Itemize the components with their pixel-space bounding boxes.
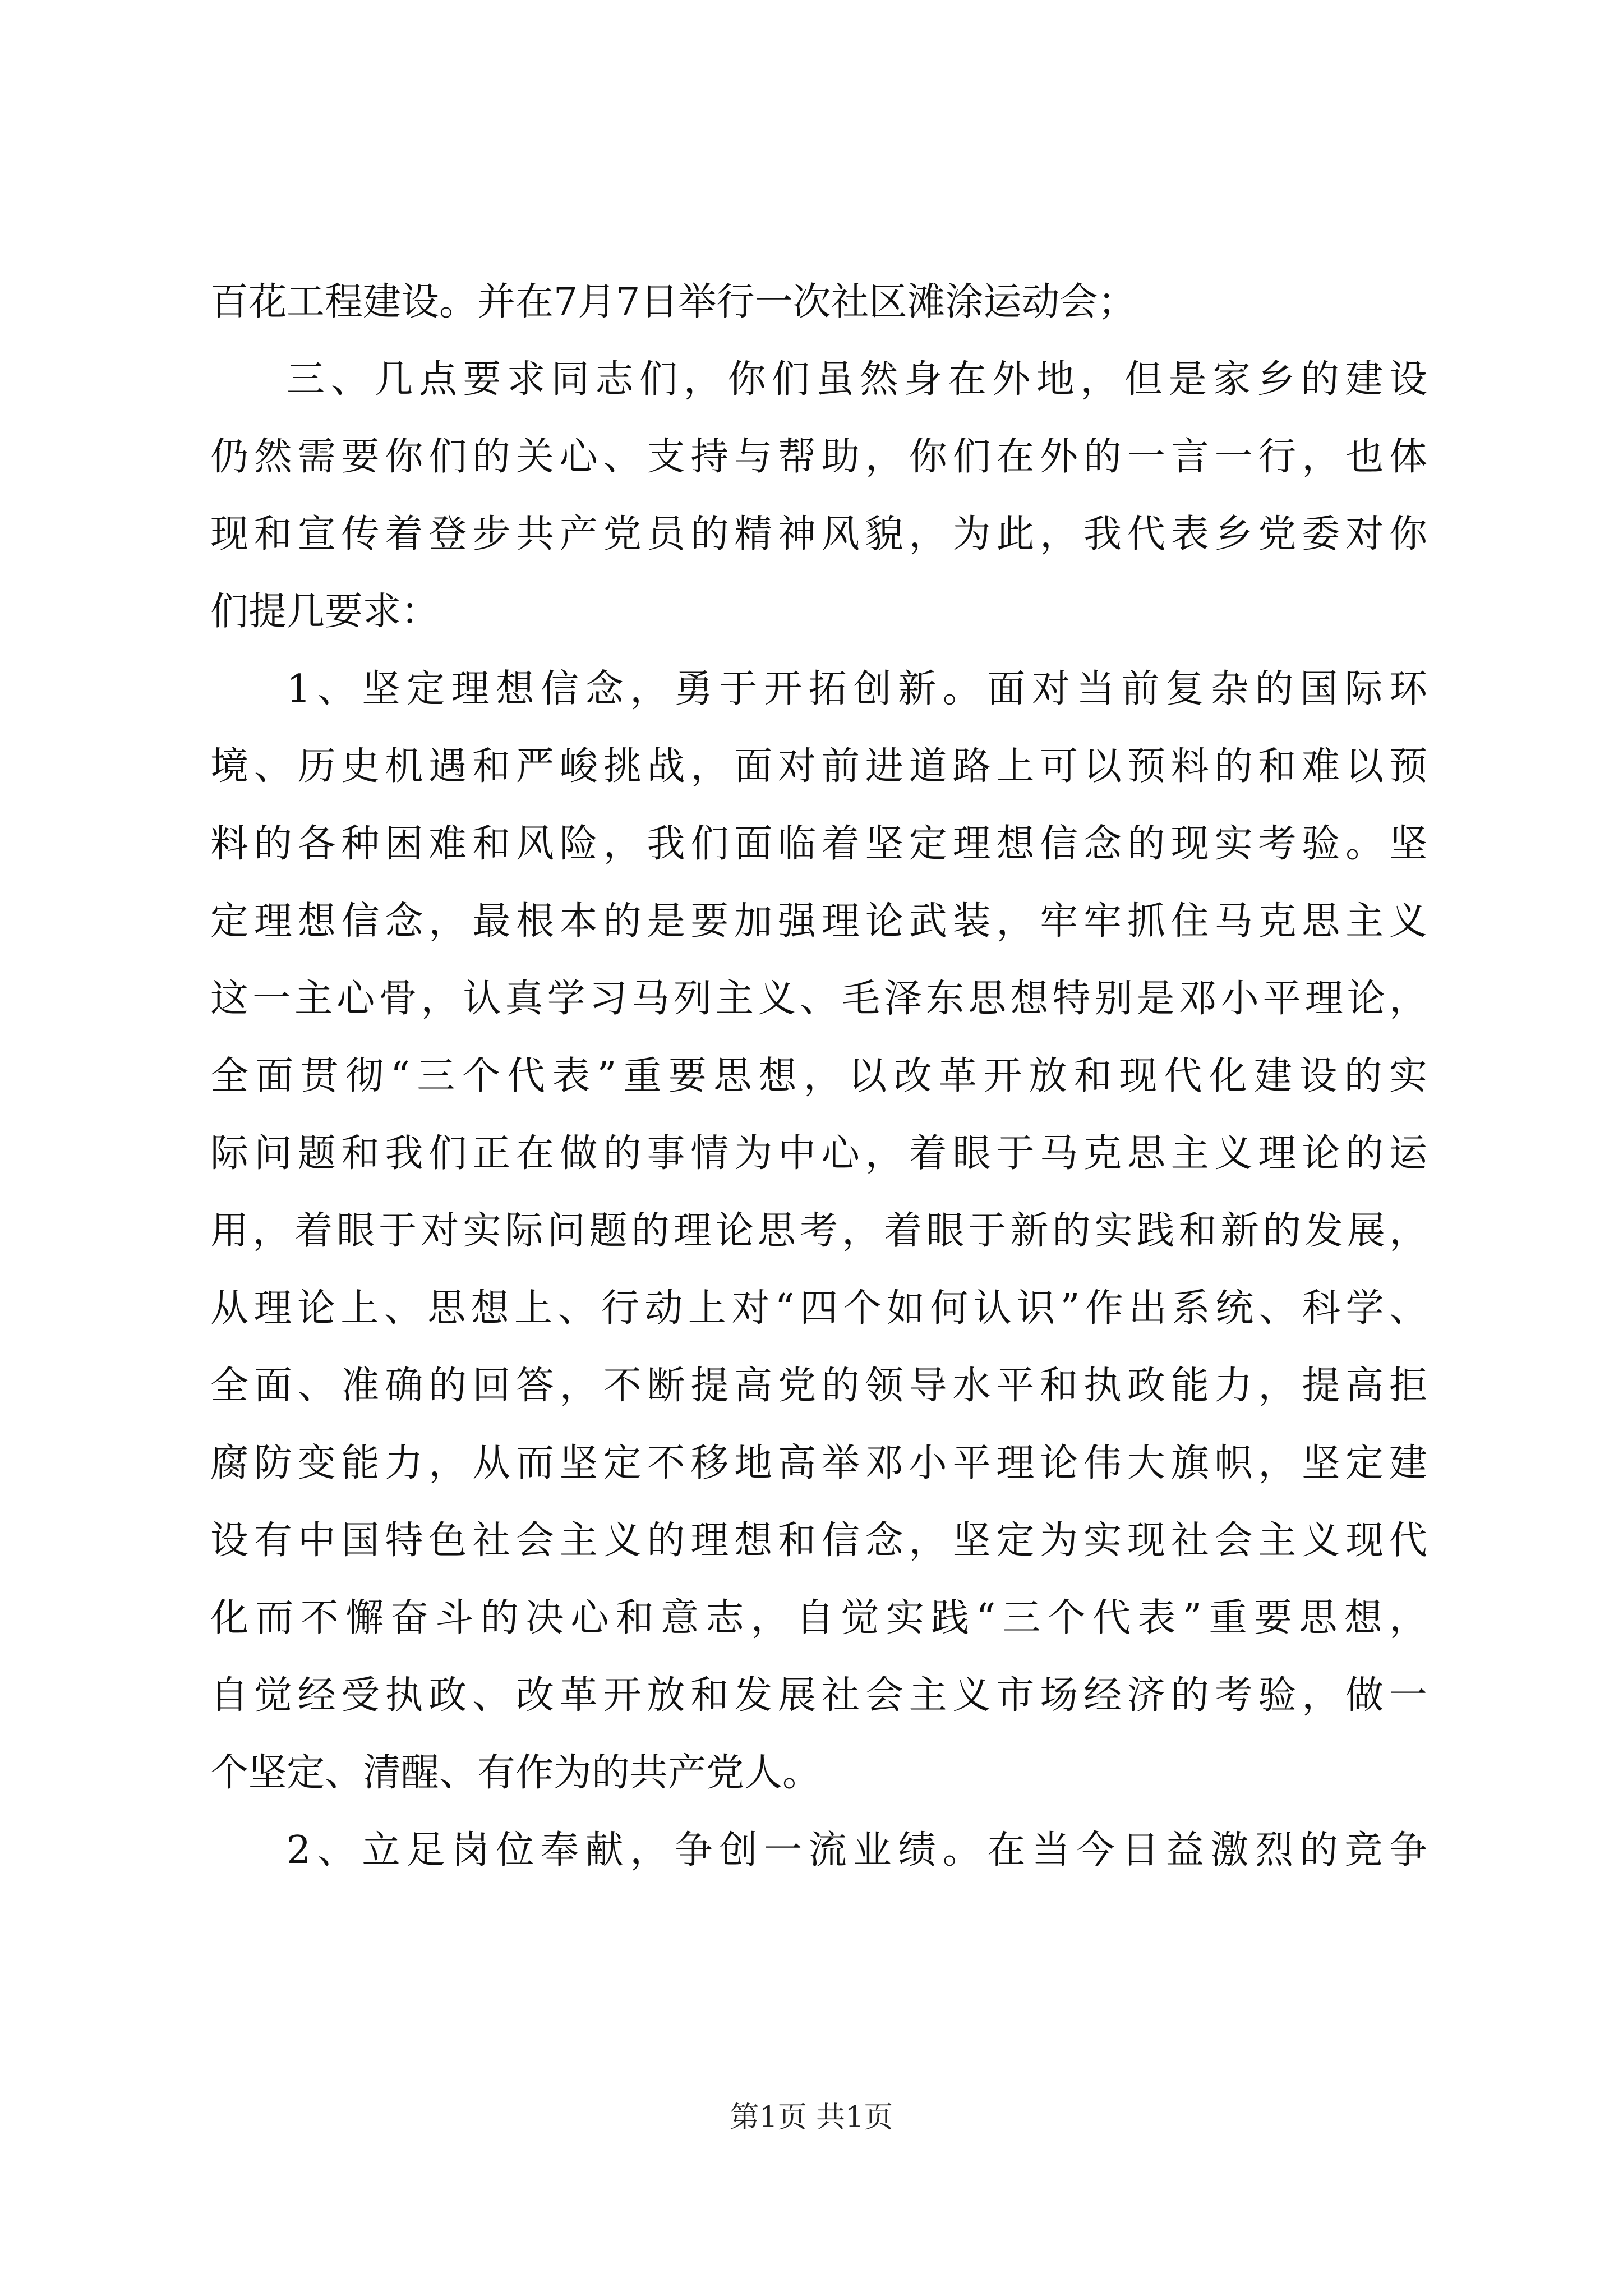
text-line: 现和宣传着登步共产党员的精神风貌，为此，我代表乡党委对你 xyxy=(210,512,1427,556)
text-line: 定理想信念，最根本的是要加强理论武装，牢牢抓住马克思主义 xyxy=(210,899,1427,944)
text-line: 腐防变能力，从而坚定不移地高举邓小平理论伟大旗帜，坚定建 xyxy=(210,1441,1427,1485)
text-line: 化而不懈奋斗的决心和意志，自觉实践“三个代表”重要思想， xyxy=(210,1596,1427,1640)
text-line: 际问题和我们正在做的事情为中心，着眼于马克思主义理论的运 xyxy=(210,1131,1427,1176)
text-line: 全面、准确的回答，不断提高党的领导水平和执政能力，提高拒 xyxy=(210,1364,1427,1408)
page-footer: 第1页 共1页 xyxy=(730,2101,893,2134)
text-line: 自觉经受执政、改革开放和发展社会主义市场经济的考验，做一 xyxy=(210,1673,1427,1718)
text-line: 2、立足岗位奉献，争创一流业绩。在当今日益激烈的竞争 xyxy=(287,1828,1427,1872)
text-line: 们提几要求： xyxy=(210,590,440,634)
text-line: 百花工程建设。并在7月7日举行一次社区滩涂运动会； xyxy=(210,280,1136,324)
document-body xyxy=(210,264,1427,1889)
text-line: 仍然需要你们的关心、支持与帮助，你们在外的一言一行，也体 xyxy=(210,435,1427,479)
text-line: 从理论上、思想上、行动上对“四个如何认识”作出系统、科学、 xyxy=(210,1286,1427,1331)
text-line: 设有中国特色社会主义的理想和信念，坚定为实现社会主义现代 xyxy=(210,1519,1427,1563)
text-line: 料的各种困难和风险，我们面临着坚定理想信念的现实考验。坚 xyxy=(210,822,1427,866)
text-line: 三、几点要求同志们，你们虽然身在外地，但是家乡的建设 xyxy=(287,357,1427,402)
text-line: 全面贯彻“三个代表”重要思想，以改革开放和现代化建设的实 xyxy=(210,1054,1427,1098)
text-line: 境、历史机遇和严峻挑战，面对前进道路上可以预料的和难以预 xyxy=(210,744,1427,789)
text-line: 这一主心骨，认真学习马列主义、毛泽东思想特别是邓小平理论， xyxy=(210,977,1427,1021)
text-line: 用，着眼于对实际问题的理论思考，着眼于新的实践和新的发展， xyxy=(210,1209,1427,1253)
text-line: 1、坚定理想信念，勇于开拓创新。面对当前复杂的国际环 xyxy=(287,667,1427,711)
text-line: 个坚定、清醒、有作为的共产党人。 xyxy=(210,1751,821,1795)
